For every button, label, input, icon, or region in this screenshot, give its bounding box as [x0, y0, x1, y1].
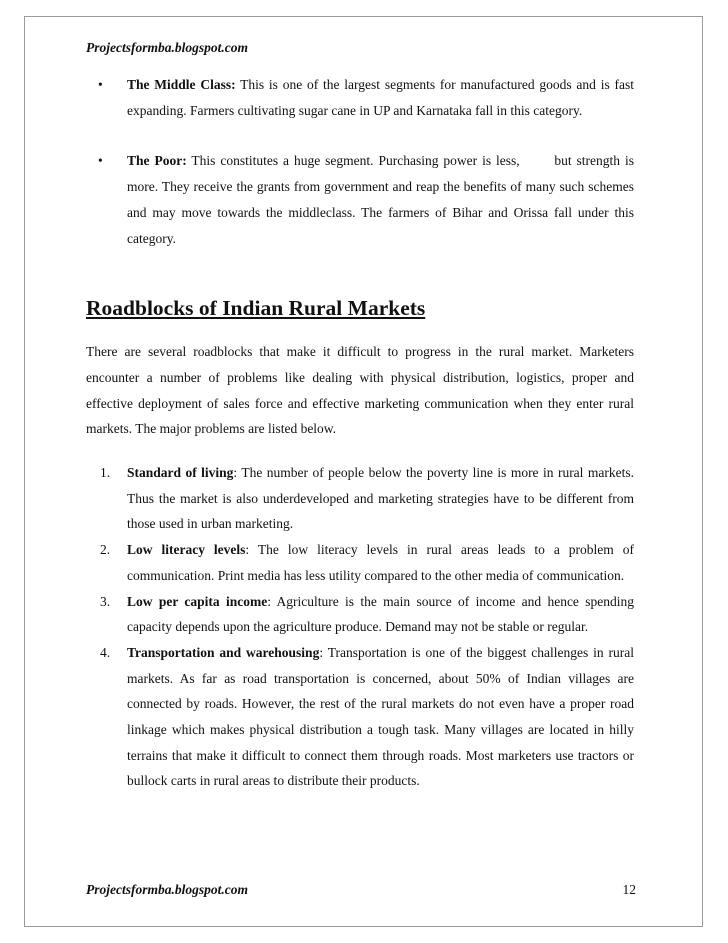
list-number: 1.: [100, 465, 111, 481]
list-item: [86, 460, 634, 537]
list-item: [86, 640, 634, 794]
list-item-term: Low per capita income: [127, 593, 268, 609]
page-header: Projectsformba.blogspot.com: [86, 40, 248, 55]
list-item-text: : The number of people below the poverty line is more in rural markets. Thus the market is also underdeveloped and marketing strategies have to be different from those used in urban marketing.: [127, 465, 634, 532]
bullet-term: The Middle Class:: [127, 77, 236, 92]
bullet-item-poor: [86, 148, 638, 251]
section-intro: There are several roadblocks that make it difficult to progress in the rural market. Marketers encounter a number of problems like dealing with physical distribution, logistics, proper and effective deployment of sales force and effective marketing communication when they enter rural markets. The major problems are listed below.: [86, 344, 634, 437]
list-number: 2.: [100, 542, 111, 558]
bullet-text: This is one of the largest segments for manufactured goods and is fast expanding. Farmers cultivating sugar cane in UP and Karnataka fall in this category.: [127, 77, 634, 118]
list-number: 3.: [100, 593, 111, 609]
list-number: 4.: [100, 644, 111, 660]
list-item-term: Transportation and warehousing: [127, 644, 320, 660]
page-content: [86, 72, 638, 794]
list-item-text: : Transportation is one of the biggest challenges in rural markets. As far as road transportation is concerned, about 50% of Indian villages are connected by roads. However, the rest of the rural markets do not even have a proper road linkage which makes physical distribution a tough task. Many villages are located in hilly terrains that make it difficult to connect them through roads. Most marketers use tractors or bullock carts in rural areas to distribute their products.: [127, 644, 635, 789]
page-footer-site: Projectsformba.blogspot.com: [86, 882, 248, 897]
segment-bullet-list: [86, 72, 638, 251]
list-item: [86, 589, 634, 640]
list-item-term: Standard of living: [127, 465, 234, 481]
bullet-item-middle-class: [86, 72, 634, 123]
bullet-term: The Poor:: [127, 153, 187, 169]
page-number: 12: [622, 882, 636, 897]
bullet-text: This constitutes a huge segment. Purchasing power is less, but strength is more. They receive the grants from government and reap the benefits of many such schemes and may move towards the middleclass. The farmers of Bihar and Orissa fall under this category.: [127, 153, 638, 246]
list-item-text: : Agriculture is the main source of income and hence spending capacity depends upon the agriculture produce. Demand may not be stable or regular.: [127, 593, 634, 635]
bullet-dot-icon: •: [98, 153, 103, 169]
bullet-dot-icon: •: [98, 77, 103, 92]
section-heading: Roadblocks of Indian Rural Markets: [86, 296, 426, 321]
roadblocks-list: [86, 460, 634, 794]
list-item-term: Low literacy levels: [127, 542, 246, 558]
list-item: [86, 537, 634, 588]
list-item-text: : The low literacy levels in rural areas leads to a problem of communication. Print media has less utility compared to the other media of communication.: [127, 542, 634, 583]
